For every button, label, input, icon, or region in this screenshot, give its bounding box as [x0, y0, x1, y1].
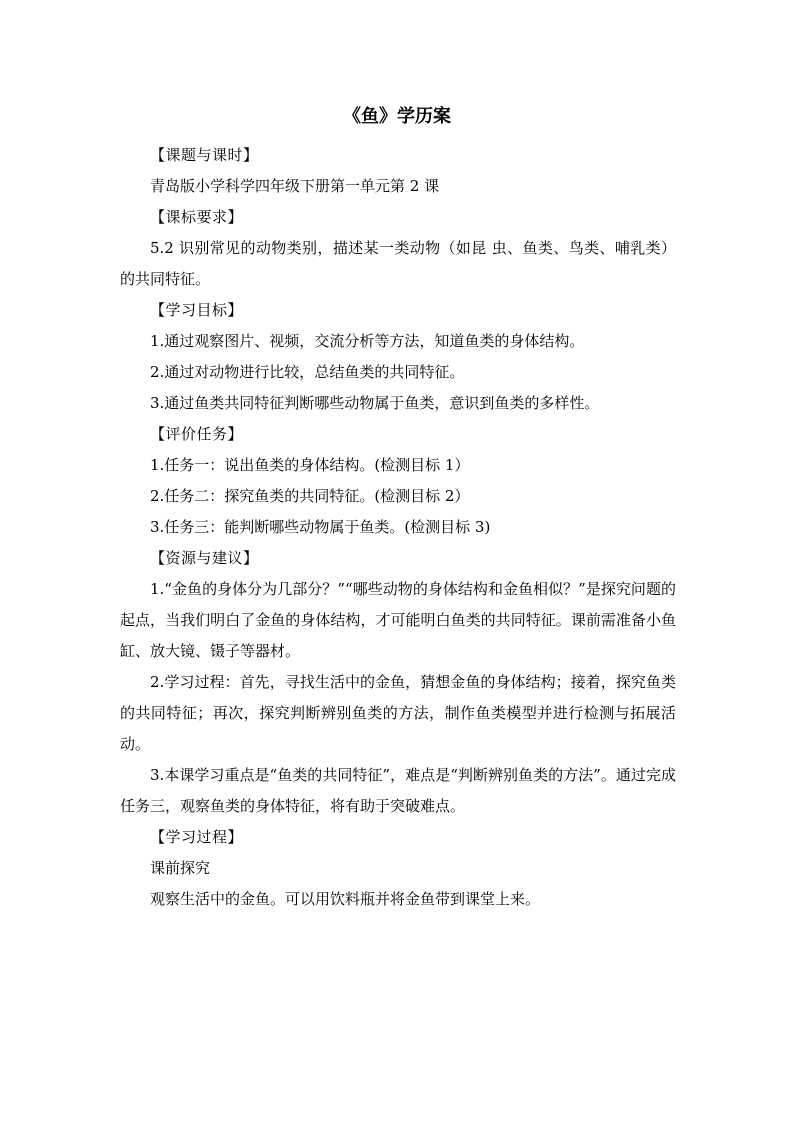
resources-item: 3.本课学习重点是“鱼类的共同特征”，难点是“判断辨别鱼类的方法”。通过完成任务三，观察鱼类的身体特征，将有助于突破难点。: [120, 766, 676, 815]
objective-item: 2.通过对动物进行比较，总结鱼类的共同特征。: [150, 363, 465, 381]
document-body: [120, 140, 676, 915]
section-heading-assessment: 【评价任务】: [150, 425, 244, 443]
section-heading-resources: 【资源与建议】: [150, 549, 259, 567]
resources-item: 2.学习过程：首先，寻找生活中的金鱼，猜想金鱼的身体结构；接着，探究鱼类的共同特征；再次，探究判断辨别鱼类的方法，制作鱼类模型并进行检测与拓展活动。: [120, 673, 676, 753]
document-title: 《鱼》学历案: [343, 106, 451, 127]
assessment-item: 3.任务三：能判断哪些动物属于鱼类。(检测目标 3): [150, 518, 491, 536]
assessment-item: 2.任务二：探究鱼类的共同特征。(检测目标 2）: [150, 487, 470, 505]
resources-item: 1.“金鱼的身体分为几部分？”“哪些动物的身体结构和金鱼相似？”是探究问题的起点，当我们明白了金鱼的身体结构，才可能明白鱼类的共同特征。课前需准备小鱼缸、放大镜、镊子等器材。: [120, 580, 676, 660]
process-text: 观察生活中的金鱼。可以用饮料瓶并将金鱼带到课堂上来。: [150, 890, 541, 908]
section-heading-topic: 【课题与课时】: [150, 146, 259, 164]
section-heading-standards: 【课标要求】: [150, 208, 244, 226]
standards-text: 5.2 识别常见的动物类别，描述某一类动物（如昆 虫、鱼类、鸟类、哺乳类）的共同特征。: [120, 239, 676, 288]
assessment-item: 1.任务一：说出鱼类的身体结构。(检测目标 1）: [150, 456, 470, 474]
topic-text: 青岛版小学科学四年级下册第一单元第 2 课: [150, 177, 440, 195]
objective-item: 3.通过鱼类共同特征判断哪些动物属于鱼类，意识到鱼类的多样性。: [150, 394, 600, 412]
objective-item: 1.通过观察图片、视频，交流分析等方法，知道鱼类的身体结构。: [150, 332, 585, 350]
section-heading-process: 【学习过程】: [150, 828, 244, 846]
process-subheading: 课前探究: [150, 859, 211, 877]
section-heading-objectives: 【学习目标】: [150, 301, 244, 319]
